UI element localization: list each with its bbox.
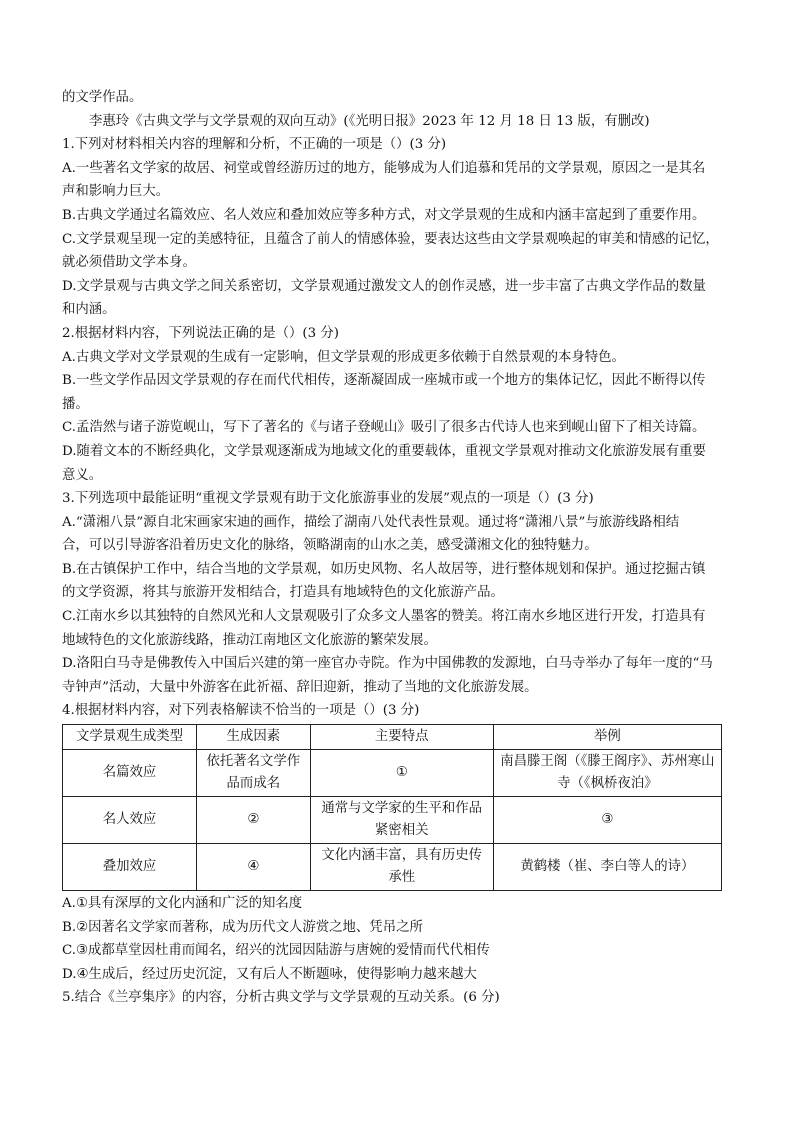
q1-option-a-cont: 声和影响力巨大。 (62, 184, 170, 200)
table-cell: 通常与文学家的生平和作品紧密相关 (310, 797, 493, 844)
question-5: 5.结合《兰亭集序》的内容，分析古典文学与文学景观的互动关系。(6 分) (62, 990, 500, 1006)
table-header: 文学景观生成类型 (63, 725, 197, 750)
table-cell: ④ (197, 844, 311, 891)
exam-page (62, 86, 732, 1010)
q3-option-a: A.“潇湘八景”源自北宋画家宋迪的画作，描绘了湖南八处代表性景观。通过将“潇湘八景”与旅游线路相结 (62, 514, 680, 530)
q3-option-c-cont: 地域特色的文化旅游线路，推动江南地区文化旅游的繁荣发展。 (62, 632, 437, 648)
q1-option-d: D.文学景观与古典文学之间关系密切，文学景观通过激发文人的创作灵感，进一步丰富了古典文学作品的数量 (62, 278, 706, 294)
table-cell: 文化内涵丰富，具有历史传承性 (310, 844, 493, 891)
table-cell: ③ (493, 797, 721, 844)
q2-option-d: D.随着文本的不断经典化，文学景观逐渐成为地域文化的重要载体，重视文学景观对推动文化旅游发展有重要 (62, 443, 706, 459)
q2-option-a: A.古典文学对文学景观的生成有一定影响，但文学景观的形成更多依赖于自然景观的本身特色。 (62, 349, 625, 365)
q4-option-b: B.②因著名文学家而著称，成为历代文人游赏之地、凭吊之所 (62, 919, 423, 935)
q3-option-d: D.洛阳白马寺是佛教传入中国后兴建的第一座官办寺院。作为中国佛教的发源地，白马寺举办了每年一度的“马 (62, 656, 713, 672)
q3-option-b: B.在古镇保护工作中，结合当地的文学景观，如历史风物、名人故居等，进行整体规划和保护。通过挖掘古镇 (62, 561, 706, 577)
table-header-row (63, 725, 722, 750)
question-1: 1.下列对材料相关内容的理解和分析，不正确的一项是（）(3 分) (62, 137, 447, 153)
table-cell: 依托著名文学作品而成名 (197, 750, 311, 797)
table-row (63, 844, 722, 891)
table-cell: 黄鹤楼（崔、李白等人的诗） (493, 844, 721, 891)
landscape-table (62, 724, 722, 891)
q1-option-a: A.一些著名文学家的故居、祠堂或曾经游历过的地方，能够成为人们追慕和凭吊的文学景观，原因之一是其名 (62, 160, 706, 176)
q1-option-c-cont: 就必须借助文学本身。 (62, 255, 196, 271)
q4-option-a: A.①具有深厚的文化内涵和广泛的知名度 (62, 896, 303, 912)
q4-option-c: C.③成都草堂因杜甫而闻名，绍兴的沈园因陆游与唐婉的爱情而代代相传 (62, 943, 490, 959)
q2-option-b: B.一些文学作品因文学景观的存在而代代相传，逐渐凝固成一座城市或一个地方的集体记忆，因此不断得以传 (62, 373, 706, 389)
q2-option-d-cont: 意义。 (62, 467, 103, 483)
q3-option-a-cont: 合，可以引导游客沿着历史文化的脉络，领略湖南的山水之美，感受潇湘文化的独特魅力。 (62, 538, 598, 554)
table-header: 生成因素 (197, 725, 311, 750)
q2-option-c: C.孟浩然与诸子游览岘山，写下了著名的《与诸子登岘山》吸引了很多古代诗人也来到岘山留下了相关诗篇。 (62, 420, 706, 436)
table-cell: ① (310, 750, 493, 797)
table-row (63, 797, 722, 844)
question-2: 2.根据材料内容，下列说法正确的是（）(3 分) (62, 325, 340, 341)
table-cell: 名人效应 (63, 797, 197, 844)
table-cell: 叠加效应 (63, 844, 197, 891)
q1-option-d-cont: 和内涵。 (62, 302, 116, 318)
table-cell: 名篇效应 (63, 750, 197, 797)
question-3: 3.下列选项中最能证明“重视文学景观有助于文化旅游事业的发展”观点的一项是（）(3 分) (62, 491, 594, 507)
text-line: 的文学作品。 (62, 90, 143, 105)
table-header: 举例 (493, 725, 721, 750)
table-row (63, 750, 722, 797)
q4-option-d: D.④生成后，经过历史沉淀，又有后人不断题咏，使得影响力越来越大 (62, 966, 477, 982)
table-cell: ② (197, 797, 311, 844)
question-4: 4.根据材料内容，对下列表格解读不恰当的一项是（）(3 分) (62, 703, 420, 719)
table-cell: 南昌滕王阁（《滕王阁序》、苏州寒山寺（《枫桥夜泊》 (493, 750, 721, 797)
q3-option-c: C.江南水乡以其独特的自然风光和人文景观吸引了众多文人墨客的赞美。将江南水乡地区进行开发，打造具有 (62, 609, 706, 625)
q2-option-b-cont: 播。 (62, 396, 89, 412)
q3-option-b-cont: 的文学资源，将其与旅游开发相结合，打造具有地域特色的文化旅游产品。 (62, 585, 504, 601)
source-citation: 李惠玲《古典文学与文学景观的双向互动》(《光明日报》2023 年 12 月 18 日 13 版，有删改) (89, 113, 650, 129)
q1-option-c: C.文学景观呈现一定的美感特征，且蕴含了前人的情感体验，要表达这些由文学景观唤起的审美和情感的记忆， (62, 231, 719, 247)
table-header: 主要特点 (310, 725, 493, 750)
q3-option-d-cont: 寺钟声”活动，大量中外游客在此祈福、辞旧迎新，推动了当地的文化旅游发展。 (62, 679, 538, 695)
q1-option-b: B.古典文学通过名篇效应、名人效应和叠加效应等多种方式，对文学景观的生成和内涵丰富起到了重要作用。 (62, 207, 706, 223)
